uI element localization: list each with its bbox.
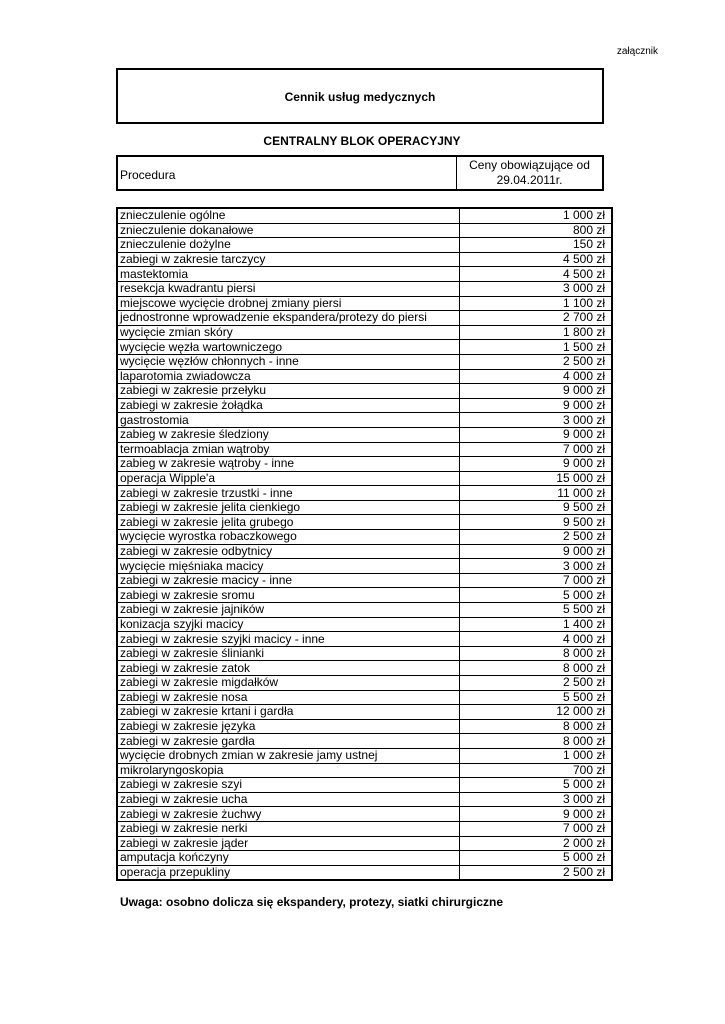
procedure-cell: zabiegi w zakresie nosa	[117, 690, 460, 705]
procedure-cell: amputacja kończyny	[117, 851, 460, 866]
price-cell: 11 000 zł	[460, 486, 613, 501]
table-row	[117, 384, 612, 399]
procedure-cell: zabiegi w zakresie szyi	[117, 778, 460, 793]
table-row	[117, 705, 612, 720]
price-cell: 4 500 zł	[460, 267, 613, 282]
procedure-cell: resekcja kwadrantu piersi	[117, 281, 460, 296]
procedure-cell: wycięcie zmian skóry	[117, 325, 460, 340]
price-cell: 5 000 zł	[460, 778, 613, 793]
table-row	[117, 792, 612, 807]
table-row	[117, 778, 612, 793]
table-row	[117, 457, 612, 472]
price-cell: 8 000 zł	[460, 661, 613, 676]
section-title: CENTRALNY BLOK OPERACYJNY	[263, 134, 461, 148]
table-row	[117, 530, 612, 545]
table-row	[117, 252, 612, 267]
table-row	[117, 223, 612, 238]
procedure-cell: znieczulenie dożylne	[117, 238, 460, 253]
procedure-cell: zabiegi w zakresie macicy - inne	[117, 573, 460, 588]
table-row	[117, 734, 612, 749]
procedure-cell: zabiegi w zakresie szyjki macicy - inne	[117, 632, 460, 647]
table-row	[117, 281, 612, 296]
procedure-cell: zabiegi w zakresie ślinianki	[117, 646, 460, 661]
price-cell: 3 000 zł	[460, 559, 613, 574]
table-row	[117, 821, 612, 836]
table-row	[117, 471, 612, 486]
procedure-cell: znieczulenie dokanałowe	[117, 223, 460, 238]
price-cell: 1 000 zł	[460, 748, 613, 763]
price-cell: 4 000 zł	[460, 632, 613, 647]
table-row	[117, 807, 612, 822]
price-cell: 3 000 zł	[460, 413, 613, 428]
table-row	[117, 851, 612, 866]
price-cell: 7 000 zł	[460, 442, 613, 457]
procedure-cell: wycięcie węzłów chłonnych - inne	[117, 354, 460, 369]
table-row	[117, 763, 612, 778]
procedure-cell: laparotomia zwiadowcza	[117, 369, 460, 384]
table-row	[117, 208, 612, 223]
procedure-cell: zabiegi w zakresie jajników	[117, 603, 460, 618]
procedure-cell: znieczulenie ogólne	[117, 208, 460, 223]
price-cell: 4 500 zł	[460, 252, 613, 267]
attachment-label: załącznik	[616, 46, 658, 57]
price-cell: 7 000 zł	[460, 821, 613, 836]
procedure-cell: wycięcie drobnych zmian w zakresie jamy ustnej	[117, 748, 460, 763]
procedure-cell: zabiegi w zakresie odbytnicy	[117, 544, 460, 559]
price-cell: 700 zł	[460, 763, 613, 778]
procedure-cell: zabiegi w zakresie jelita cienkiego	[117, 500, 460, 515]
procedure-cell: zabieg w zakresie wątroby - inne	[117, 457, 460, 472]
table-row	[117, 413, 612, 428]
table-row	[117, 632, 612, 647]
procedure-cell: mastektomia	[117, 267, 460, 282]
procedure-cell: zabiegi w zakresie języka	[117, 719, 460, 734]
price-cell: 5 500 zł	[460, 690, 613, 705]
procedure-cell: gastrostomia	[117, 413, 460, 428]
table-row	[117, 544, 612, 559]
procedure-cell: zabieg w zakresie śledziony	[117, 427, 460, 442]
price-table-body	[117, 208, 612, 880]
document-title: Cennik usług medycznych	[284, 90, 436, 104]
table-row	[117, 500, 612, 515]
procedure-cell: zabiegi w zakresie krtani i gardła	[117, 705, 460, 720]
price-cell: 9 000 zł	[460, 384, 613, 399]
price-cell: 15 000 zł	[460, 471, 613, 486]
price-cell: 5 500 zł	[460, 603, 613, 618]
footer-note: Uwaga: osobno dolicza się ekspandery, protezy, siatki chirurgiczne	[120, 895, 503, 909]
price-cell: 8 000 zł	[460, 734, 613, 749]
table-row	[117, 398, 612, 413]
price-cell: 5 000 zł	[460, 588, 613, 603]
price-cell: 2 500 zł	[460, 354, 613, 369]
procedure-cell: zabiegi w zakresie tarczycy	[117, 252, 460, 267]
price-cell: 12 000 zł	[460, 705, 613, 720]
table-row	[117, 573, 612, 588]
table-row	[117, 311, 612, 326]
table-row	[117, 836, 612, 851]
price-cell: 9 000 zł	[460, 427, 613, 442]
price-table	[116, 207, 613, 881]
price-cell: 1 500 zł	[460, 340, 613, 355]
procedure-cell: zabiegi w zakresie żołądka	[117, 398, 460, 413]
table-row	[117, 559, 612, 574]
table-row	[117, 865, 612, 880]
table-row	[117, 442, 612, 457]
table-row	[117, 238, 612, 253]
table-row	[117, 354, 612, 369]
procedure-cell: zabiegi w zakresie jelita grubego	[117, 515, 460, 530]
procedure-cell: zabiegi w zakresie zatok	[117, 661, 460, 676]
column-header-procedure: Procedura	[120, 168, 176, 182]
price-cell: 2 500 zł	[460, 676, 613, 691]
procedure-cell: mikrolaryngoskopia	[117, 763, 460, 778]
price-cell: 1 800 zł	[460, 325, 613, 340]
procedure-cell: operacja Wipple'a	[117, 471, 460, 486]
price-cell: 9 500 zł	[460, 500, 613, 515]
price-cell: 5 000 zł	[460, 851, 613, 866]
procedure-cell: zabiegi w zakresie jąder	[117, 836, 460, 851]
price-cell: 9 000 zł	[460, 457, 613, 472]
procedure-cell: konizacja szyjki macicy	[117, 617, 460, 632]
procedure-cell: zabiegi w zakresie gardła	[117, 734, 460, 749]
price-cell: 3 000 zł	[460, 281, 613, 296]
procedure-cell: wycięcie wyrostka robaczkowego	[117, 530, 460, 545]
column-header-price: Ceny obowiązujące od 29.04.2011r.	[456, 157, 602, 189]
procedure-cell: zabiegi w zakresie ucha	[117, 792, 460, 807]
price-cell: 8 000 zł	[460, 719, 613, 734]
table-row	[117, 748, 612, 763]
procedure-cell: zabiegi w zakresie migdałków	[117, 676, 460, 691]
price-cell: 1 400 zł	[460, 617, 613, 632]
table-row	[117, 296, 612, 311]
table-row	[117, 267, 612, 282]
procedure-cell: miejscowe wycięcie drobnej zmiany piersi	[117, 296, 460, 311]
table-row	[117, 427, 612, 442]
table-row	[117, 515, 612, 530]
table-row	[117, 690, 612, 705]
price-cell: 9 000 zł	[460, 398, 613, 413]
procedure-cell: operacja przepukliny	[117, 865, 460, 880]
procedure-cell: wycięcie mięśniaka macicy	[117, 559, 460, 574]
procedure-cell: zabiegi w zakresie żuchwy	[117, 807, 460, 822]
procedure-cell: zabiegi w zakresie trzustki - inne	[117, 486, 460, 501]
table-row	[117, 486, 612, 501]
procedure-cell: termoablacja zmian wątroby	[117, 442, 460, 457]
price-cell: 9 500 zł	[460, 515, 613, 530]
price-cell: 3 000 zł	[460, 792, 613, 807]
table-header	[116, 155, 604, 191]
price-cell: 2 500 zł	[460, 865, 613, 880]
price-cell: 7 000 zł	[460, 573, 613, 588]
procedure-cell: zabiegi w zakresie nerki	[117, 821, 460, 836]
price-cell: 150 zł	[460, 238, 613, 253]
table-row	[117, 719, 612, 734]
table-row	[117, 676, 612, 691]
table-row	[117, 369, 612, 384]
table-row	[117, 588, 612, 603]
price-cell: 2 700 zł	[460, 311, 613, 326]
table-row	[117, 617, 612, 632]
price-cell: 2 000 zł	[460, 836, 613, 851]
table-row	[117, 340, 612, 355]
price-cell: 1 100 zł	[460, 296, 613, 311]
price-cell: 2 500 zł	[460, 530, 613, 545]
price-cell: 9 000 zł	[460, 807, 613, 822]
price-cell: 800 zł	[460, 223, 613, 238]
price-cell: 4 000 zł	[460, 369, 613, 384]
price-cell: 1 000 zł	[460, 208, 613, 223]
table-row	[117, 325, 612, 340]
procedure-cell: zabiegi w zakresie sromu	[117, 588, 460, 603]
procedure-cell: zabiegi w zakresie przełyku	[117, 384, 460, 399]
procedure-cell: wycięcie węzła wartowniczego	[117, 340, 460, 355]
table-row	[117, 603, 612, 618]
price-cell: 9 000 zł	[460, 544, 613, 559]
price-cell: 8 000 zł	[460, 646, 613, 661]
document-title-box	[116, 68, 604, 124]
procedure-cell: jednostronne wprowadzenie ekspandera/protezy do piersi	[117, 311, 460, 326]
table-row	[117, 661, 612, 676]
table-row	[117, 646, 612, 661]
